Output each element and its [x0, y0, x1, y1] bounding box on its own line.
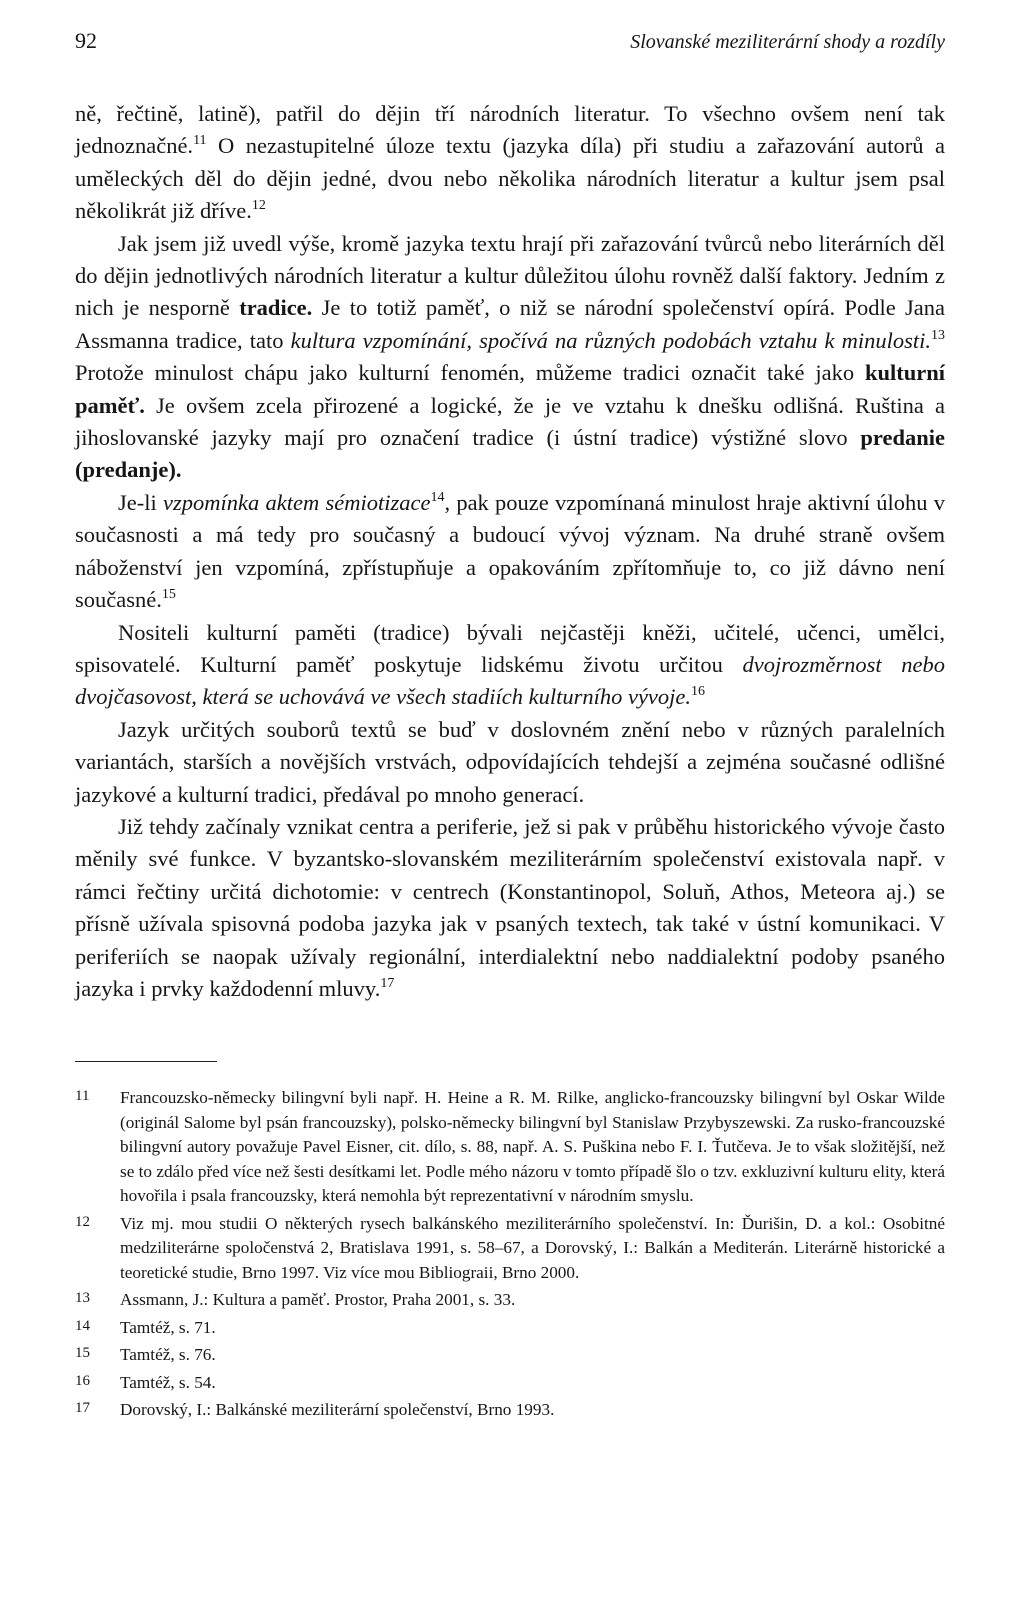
body-paragraph	[75, 228, 945, 487]
main-text	[75, 98, 945, 1005]
text-run: Nositeli kulturní paměti (tradice) bývali nejčastěji kněži, učitelé, učenci, umělci, spisovatelé. Kulturní paměť poskytuje lidskému životu určitou	[75, 619, 945, 677]
footnote-text: Tamtéž, s. 76.	[120, 1345, 216, 1365]
footnote-reference: 16	[691, 684, 706, 700]
footnote-text: Assmann, J.: Kultura a paměť. Prostor, Praha 2001, s. 33.	[120, 1290, 516, 1310]
footnote-number: 13	[75, 1290, 90, 1307]
footnote	[75, 1288, 945, 1313]
footnote-text: Tamtéž, s. 54.	[120, 1372, 216, 1392]
text-run: Jazyk určitých souborů textů se buď v doslovném znění nebo v různých paralelních variantách, starších a novějších vrstvách, odpovídajících tehdejší a zejména současné odlišné jazykové a kulturní tradici, předával po mnoho generací.	[75, 716, 945, 807]
running-head	[75, 28, 945, 62]
footnote	[75, 1086, 945, 1209]
text-run: , pak pouze vzpomínaná minulost hraje aktivní úlohu v současnosti a má tedy pro současný a budoucí vývoj význam. Na druhé straně ovšem náboženství jen vzpomíná, zpřístupňuje a opakováním zpřítomňuje to, co již dávno není současné.	[75, 489, 945, 613]
text-run: Již tehdy začínaly vznikat centra a periferie, jež si pak v průběhu historického vývoje často měnily své funkce. V byzantsko-slovanském meziliterárním společenství existovala např. v rámci řečtiny určitá dichotomie: v centrech (Konstantinopol, Soluň, Athos, Meteora aj.) se přísně užívala spisovná podoba jazyka jak v psaných textech, tak také v ústní komunikaci. V periferiích se naopak užívaly regionální, interdialektní nebo naddialektní podoby psaného jazyka i prvky každodenní mluvy.	[75, 813, 945, 1001]
text-run: Je to totiž paměť, o niž se národní společenství opírá. Podle Jana Assmanna tradice, tato	[75, 295, 945, 353]
book-page	[75, 28, 945, 1423]
italic-phrase: vzpomínka aktem sémiotizace	[163, 489, 431, 515]
footnote-text: Viz mj. mou studii O některých rysech balkánského meziliterárního společenství. In: Ďurišin, D. a kol.: Osobitné medziliterárne spoločenstvá 2, Bratislava 1991, s. 58–67, a Dorovský, I.: Balkán a Mediterán. Literárně historické a teoretické studie, Brno 1997. Viz více mou Bibliograii, Brno 2000.	[120, 1213, 945, 1282]
footnote-reference: 14	[430, 489, 445, 505]
footnote	[75, 1398, 945, 1423]
footnote-text: Tamtéž, s. 71.	[120, 1317, 216, 1337]
footnote-number: 15	[75, 1345, 90, 1362]
footnote-number: 12	[75, 1213, 90, 1230]
footnote-reference: 12	[251, 198, 266, 214]
bold-term: tradice.	[239, 295, 313, 321]
body-paragraph	[75, 98, 945, 228]
footnote-number: 11	[75, 1088, 90, 1105]
footnote-number: 16	[75, 1372, 90, 1389]
body-paragraph	[75, 811, 945, 1005]
footnote-number: 14	[75, 1317, 90, 1334]
footnote-separator	[75, 1061, 217, 1062]
footnote-text: Francouzsko-německy bilingvní byli např. H. Heine a R. M. Rilke, anglicko-francouzsky bilingvní byl Oskar Wilde (originál Salome byl psán francouzsky), polsko-německy bilingvní byl Stanislaw Przybyszewski. Za rusko-francouzské bilingvní autory považuje Pavel Eisner, cit. dílo, s. 88, např. A. S. Puškina nebo F. I. Ťutčeva. Je to však složitější, než se to zdálo před více než šesti desítkami let. Podle mého názoru v tomto případě šlo o tzv. exkluzivní kulturu elity, která hovořila i psala francouzsky, která nemohla být reprezentativní v národním smyslu.	[120, 1088, 945, 1206]
footnote	[75, 1371, 945, 1396]
text-run: Je-li	[118, 489, 163, 515]
text-run: O nezastupitelné úloze textu (jazyka díla) při studiu a zařazování autorů a uměleckých děl do dějin jedné, dvou nebo několika národních literatur a kultur jsem psal několikrát již dříve.	[75, 133, 945, 224]
text-run: Jak jsem již uvedl výše, kromě jazyka textu hrají při zařazování tvůrců nebo literárních děl do dějin jednotlivých národních literatur a kultur důležitou úlohu rovněž další faktory. Jedním z nich je nesporně	[75, 230, 945, 321]
footnote-reference: 15	[161, 587, 176, 603]
body-paragraph	[75, 714, 945, 811]
text-run: ně, řečtině, latině), patřil do dějin tří národních literatur. To všechno ovšem není tak jednoznačné.	[75, 101, 945, 159]
bold-term: kulturní paměť.	[75, 360, 945, 418]
footnote	[75, 1343, 945, 1368]
page-number: 92	[75, 28, 97, 53]
footnote-text: Dorovský, I.: Balkánské meziliterární společenství, Brno 1993.	[120, 1400, 555, 1420]
footnote	[75, 1212, 945, 1286]
footnote	[75, 1316, 945, 1341]
footnote-reference: 17	[380, 975, 395, 991]
bold-term: predanie (predanje).	[75, 425, 945, 483]
footnote-reference: 11	[193, 133, 207, 149]
body-paragraph	[75, 617, 945, 714]
running-title: Slovanské meziliterární shody a rozdíly	[630, 31, 945, 53]
text-run: Je ovšem zcela přirozené a logické, že je ve vztahu k dnešku odlišná. Ruština a jihoslovanské jazyky mají pro označení tradice (i ústní tradice) výstižné slovo	[75, 392, 945, 451]
italic-phrase: dvojrozměrnost nebo dvojčasovost, která se uchovává ve všech stadiích kulturního vývoje.	[75, 651, 945, 710]
italic-phrase: kultura vzpomínání, spočívá na různých podobách vztahu k minulosti.	[290, 327, 931, 353]
footnote-reference: 13	[931, 327, 945, 343]
footnote-number: 17	[75, 1400, 90, 1417]
text-run: Protože minulost chápu jako kulturní fenomén, můžeme tradici označit také jako	[75, 360, 865, 386]
body-paragraph	[75, 487, 945, 617]
footnotes	[75, 1086, 945, 1423]
